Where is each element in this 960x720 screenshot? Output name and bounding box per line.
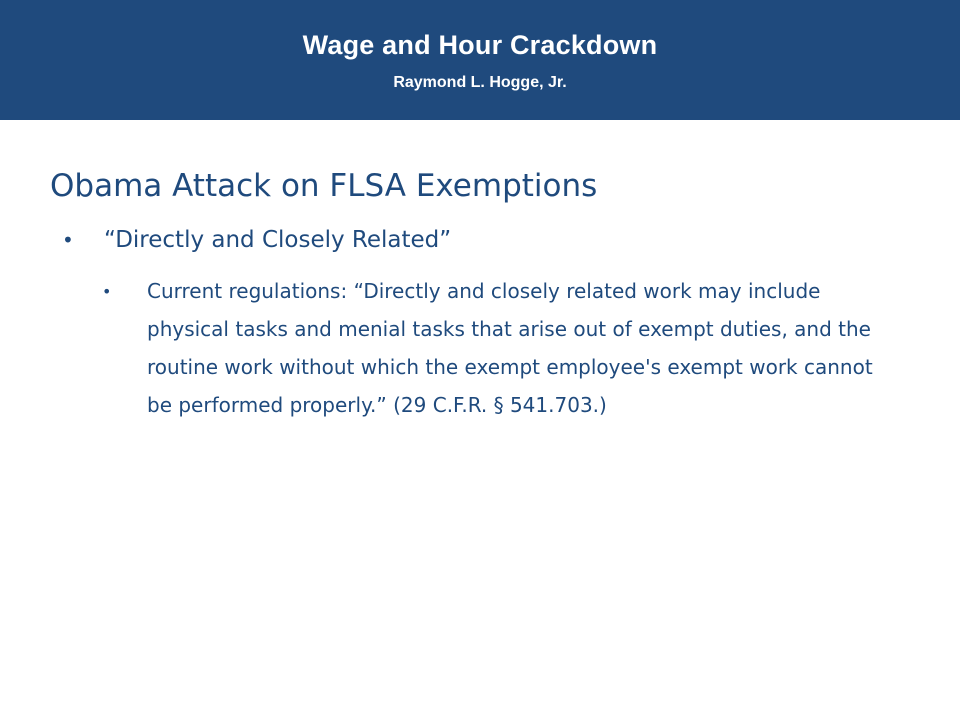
presenter-name: Raymond L. Hogge, Jr. <box>393 74 567 91</box>
header-band <box>0 0 960 120</box>
sub-bullet-text: Current regulations: “Directly and closely related work may include physical tasks and menial tasks that arise out of exempt duties, and the routine work without which the exempt employee's exempt work cannot be performed properly.” (29 C.F.R. § 541.703.) <box>147 279 873 417</box>
presentation-title: Wage and Hour Crackdown <box>302 30 658 60</box>
sub-bullet-icon: • <box>102 282 112 301</box>
bullet-icon: • <box>62 228 74 252</box>
slide-heading: Obama Attack on FLSA Exemptions <box>50 168 598 204</box>
bullet-text: “Directly and Closely Related” <box>104 227 452 253</box>
